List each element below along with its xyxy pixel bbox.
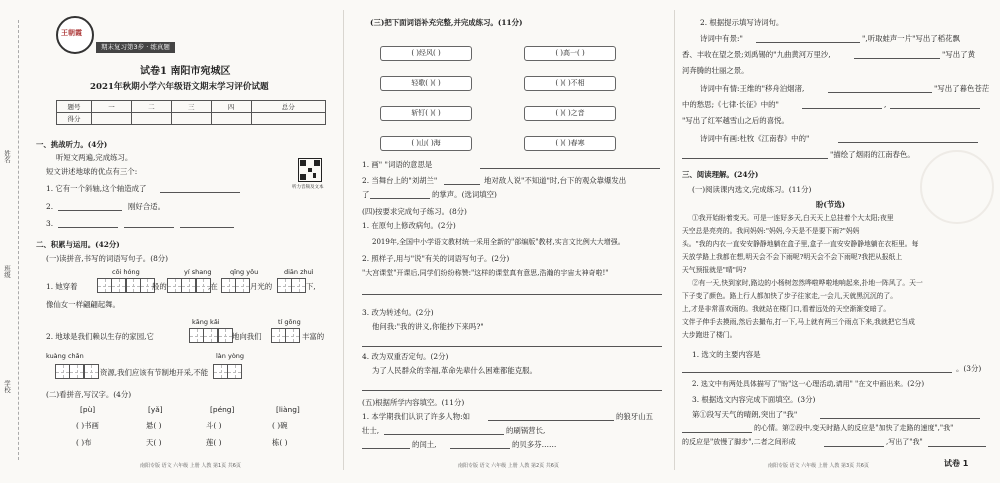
writing-grid[interactable]	[98, 278, 155, 293]
hanzi-fill[interactable]: 斗( )	[206, 421, 222, 430]
s2-line1d: 月光的	[250, 282, 273, 291]
qr-caption: 听力音频及文本	[292, 185, 324, 190]
hanzi-fill[interactable]: ( )布	[76, 438, 92, 447]
article-line: ①我开始盼着变天。可是一连好多天,白天天上总挂着个大太阳;夜里	[692, 214, 894, 222]
pinyin: [yǎ]	[148, 405, 163, 414]
poem-blank[interactable]	[802, 108, 882, 109]
mid-q1-blank[interactable]	[480, 168, 660, 169]
pinyin: làn yòng	[216, 352, 245, 360]
section3-heading: (三)把下面词语补充完整,并完成练习。(11分)	[370, 18, 523, 27]
reading-q3c: 的反应是"放慢了脚步",二者之间形成	[682, 438, 796, 446]
mid-q4-3: 3. 改为转述句。(2分)	[362, 308, 434, 317]
mid-answer-line[interactable]	[362, 390, 662, 391]
idiom-box[interactable]: ( )( )之音	[524, 106, 616, 121]
mid-answer-line[interactable]	[362, 346, 662, 347]
pinyin: cōi hóng	[112, 268, 140, 276]
pinyin: [pù]	[80, 405, 96, 414]
reading-q1-score: 。(3分)	[956, 364, 982, 373]
mid-q5-blank[interactable]	[362, 448, 410, 449]
article-line: ②有一天,快到家时,路边的小杨树忽然哗啦哗啦地响起来,扑地一阵风了。天一	[692, 279, 923, 287]
s2-line2b: 地向我们	[232, 332, 262, 341]
binding-line	[18, 20, 19, 460]
reading-blank[interactable]	[824, 446, 884, 447]
reading-q3: 3. 根据选文内容完成下面填空。(3分)	[692, 395, 816, 404]
page-footer: 南阳专版 语文 六年级 上册 人教 第1页 共6页	[140, 463, 241, 469]
score-table	[56, 100, 326, 125]
paper-subtitle: 2021年秋期小学六年级语文期末学习评价试题	[90, 82, 269, 92]
side-label-class: 班级	[3, 265, 11, 278]
s2-line1c: ,在	[208, 282, 218, 291]
mid-answer-line[interactable]	[362, 294, 662, 295]
page-divider	[343, 10, 344, 470]
score-row-label: 得分	[57, 113, 92, 125]
poem-blank[interactable]	[828, 92, 932, 93]
writing-grid[interactable]	[272, 328, 300, 343]
pinyin: [péng]	[210, 405, 235, 414]
writing-grid[interactable]	[214, 364, 242, 379]
article-line: 天空总是亮亮的。我问妈妈:"妈妈,今天是不是要下雨?"妈妈	[682, 227, 860, 235]
right-r8a: 诗词中有画:杜牧《江南春》中的"	[700, 134, 810, 143]
reading-answer-line[interactable]	[682, 372, 952, 373]
s2-line1b: 般的	[152, 282, 167, 291]
article-line: 头。"我的内衣一直安安静静地躺在盒子里,盒子一直安安静静地躺在衣柜里。每	[682, 240, 919, 248]
idiom-box[interactable]: 轻歌( )( )	[380, 76, 472, 91]
s1-question: 短文讲述地球的优点有三个:	[46, 167, 138, 176]
mid-q4-2: 2. 照样子,用与"说"有关的词语写句子。(2分)	[362, 254, 510, 263]
score-th: 三	[171, 101, 211, 113]
brand-logo	[56, 16, 94, 54]
right-r6a: 中的愁思;《七律·长征》中的"	[682, 100, 779, 109]
mid-q4-2-text: "大宫课堂"开课后,同学们纷纷称赞:"这样的课堂真有意思,浩瀚的宇宙太神奇啦!"	[362, 269, 609, 277]
pinyin: yí shang	[184, 268, 212, 276]
score-th: 二	[131, 101, 171, 113]
article-line: 天气预报就是"晴"吗?	[682, 266, 747, 274]
s1-blank4[interactable]	[124, 227, 174, 228]
s1-item3: 3.	[46, 219, 54, 228]
mid-q2b: 地对敌人说"不知道"时,台下的观众靠爆发出	[484, 176, 627, 185]
section4-heading: (四)按要求完成句子练习。(8分)	[362, 207, 467, 216]
reading-q3d: ,写出了"我"	[886, 438, 923, 446]
article-line: 文伴子伸手去摸雨,然后去撮布,打一下,马上就有两三个雨点下来,我就把它当成	[682, 318, 915, 326]
logo-text: 王朝霞	[61, 29, 82, 37]
mid-q4-3-text: 他问我:"我的讲义,你能抄下来吗?"	[372, 322, 484, 331]
score-th: 一	[92, 101, 132, 113]
hanzi-fill[interactable]: ( )碗	[272, 421, 288, 430]
right-page	[678, 0, 1000, 483]
mid-q5-blank[interactable]	[488, 420, 614, 421]
hanzi-fill[interactable]: 莲( )	[206, 438, 222, 447]
s2-line3a: 资源,我们应该有节制地开采,不能	[100, 368, 209, 377]
pinyin: [liàng]	[276, 405, 300, 414]
mid-q2-blank[interactable]	[444, 184, 480, 185]
idiom-box[interactable]: 斩钉( )( )	[380, 106, 472, 121]
reading-q3a: 第①段写天气的晴朗,突出了"我"	[692, 410, 798, 419]
hanzi-fill[interactable]: ( )书画	[76, 421, 99, 430]
score-cell[interactable]	[131, 113, 171, 125]
score-cell[interactable]	[92, 113, 132, 125]
hanzi-fill[interactable]: 栋( )	[272, 438, 288, 447]
idiom-box[interactable]: ( )高一( )	[524, 46, 616, 61]
mid-q5-blank[interactable]	[384, 434, 504, 435]
reading-blank[interactable]	[682, 432, 752, 433]
side-label-school: 学校	[3, 380, 11, 393]
article-line: 下子变了颜色。路上行人都加快了步子往家走,一会儿,天就黑沉沉的了。	[682, 292, 898, 300]
article-line: 天放学路上我都在想,明天会不会下雨呢?明天会不会下雨呢?我把从报纸上	[682, 253, 903, 261]
s2-line1f: 像仙女一样翩翩起舞。	[46, 300, 120, 309]
poem-blank[interactable]	[682, 158, 828, 159]
idiom-box[interactable]: ( )( )不相	[524, 76, 616, 91]
s1-item2b: 刚好合适。	[128, 202, 165, 211]
writing-grid[interactable]	[190, 328, 233, 343]
score-th: 总分	[251, 101, 326, 113]
article-line: 大步跑进了楼门。	[682, 331, 737, 339]
page-tag: 试卷 1	[944, 459, 969, 468]
page-divider	[674, 10, 675, 470]
poem-blank[interactable]	[838, 142, 978, 143]
s1-blank5[interactable]	[180, 227, 234, 228]
paper-title: 试卷1 南阳市宛城区	[140, 66, 231, 77]
right-r3a: 香、丰收在望之景;刘禹锡的"九曲黄河万里沙,	[682, 50, 831, 59]
s1-item1: 1. 它有一个斜轴,这个轴造成了	[46, 184, 147, 193]
poem-blank[interactable]	[756, 42, 860, 43]
right-r3b: "写出了黄	[942, 50, 975, 59]
idiom-box[interactable]: ( )山( )海	[380, 136, 472, 151]
section2-heading: 二、积累与运用。(42分)	[36, 240, 120, 249]
page-footer: 南阳专版 语文 六年级 上册 人教 第2页 共6页	[458, 463, 559, 469]
watermark-stamp	[920, 150, 994, 224]
s2-sub1: (一)读拼音,书写的词语写句子。(8分)	[46, 254, 169, 263]
writing-grid[interactable]	[168, 278, 211, 293]
writing-grid[interactable]	[278, 278, 306, 293]
mid-q4-1-text: 2019年,全国中小学语文教材统一采用全新的"部编版"教材,实言文比例大大增强。	[372, 238, 625, 246]
mid-q2: 2. 当舞台上的"刘胡兰"	[362, 176, 438, 185]
reading-q3b: 的心情。第②段中,变天时路人的反应是"加快了走路的速度","我"	[754, 424, 954, 432]
pinyin: qīng yōu	[230, 268, 259, 276]
writing-grid[interactable]	[56, 364, 99, 379]
mid-q2c: 了	[362, 190, 370, 199]
pinyin: diān zhuì	[284, 268, 314, 276]
score-cell[interactable]	[251, 113, 326, 125]
hanzi-fill[interactable]: 天( )	[146, 438, 162, 447]
qr-code-icon[interactable]	[298, 158, 322, 182]
score-cell[interactable]	[211, 113, 251, 125]
s1-blank2[interactable]	[58, 210, 122, 211]
reading-heading: 三、阅读理解。(24分)	[682, 170, 759, 179]
reading-blank[interactable]	[820, 418, 980, 419]
mid-q4-4: 4. 改为双重否定句。(2分)	[362, 352, 449, 361]
reading-sub: (一)阅读课内选文,完成练习。(11分)	[692, 185, 812, 194]
mid-q5-1: 1. 本学期我们认识了许多人物:如	[362, 412, 470, 421]
right-r2a: 诗词中有景:"	[700, 34, 743, 43]
section1-heading: 一、挑战听力。(4分)	[36, 140, 108, 149]
mid-q1: 1. 画" "词语的意思是	[362, 160, 433, 169]
idiom-box[interactable]: ( )( )春寒	[524, 136, 616, 151]
hanzi-fill[interactable]: 悬( )	[146, 421, 162, 430]
poem-blank[interactable]	[854, 58, 940, 59]
reading-blank[interactable]	[928, 446, 986, 447]
mid-q5-blank[interactable]	[450, 448, 510, 449]
left-page	[0, 0, 340, 483]
mid-q5-1c: 壮士,	[362, 426, 380, 435]
pinyin: tí gōng	[278, 318, 301, 326]
s2-line2a: 2. 地球是我们赖以生存的家园,它	[46, 332, 154, 341]
score-cell[interactable]	[171, 113, 211, 125]
right-r5b: "写出了暮色苍茫	[934, 84, 990, 93]
s2-sub2: (二)看拼音,写汉字。(4分)	[46, 390, 132, 399]
article-title: 盼(节选)	[816, 200, 846, 209]
score-th: 四	[211, 101, 251, 113]
mid-q4-4-text: 为了人民群众的幸福,革命先辈什么困难都能克服。	[372, 366, 537, 375]
right-r6b: ,	[884, 100, 887, 109]
reading-q1: 1. 选文的主要内容是	[692, 350, 761, 359]
page-footer: 南阳专版 语文 六年级 上册 人教 第3页 共6页	[768, 463, 869, 469]
pinyin: kuàng chǎn	[46, 352, 84, 360]
s2-line1e: 下,	[306, 282, 316, 291]
s1-item2: 2.	[46, 202, 54, 211]
writing-grid[interactable]	[222, 278, 250, 293]
s1-blank1[interactable]	[160, 192, 240, 193]
mid-q5-1d: 的刷锅营长,	[506, 426, 546, 435]
score-th: 题号	[57, 101, 92, 113]
idiom-box[interactable]: ( )经风( )	[380, 46, 472, 61]
mid-q2-blank2[interactable]	[370, 198, 430, 199]
right-r2b: ",听取蛙声一片"写出了稻花飘	[862, 34, 960, 43]
side-label-name: 姓名	[3, 150, 11, 163]
section5-heading: (五)根据所学内容填空。(11分)	[362, 398, 465, 407]
reading-q2: 2. 选文中有两处具体描写了"盼"这一心理活动,请用" "在文中画出来。(2分)	[692, 380, 925, 388]
right-r1: 2. 根据提示填写诗词句。	[700, 18, 784, 27]
mid-q5-1e: 的闰土,	[412, 440, 437, 449]
right-r9: "描绘了烟雨的江南春色。	[830, 150, 915, 159]
banner: 期末复习第3步 · 练真题	[96, 42, 175, 53]
right-r5a: 诗词中有情:王维的"移舟泊烟渚,	[700, 84, 805, 93]
s1-blank3[interactable]	[58, 227, 118, 228]
mid-q5-1f: 的贝多芬……	[512, 440, 557, 449]
s1-intro: 听短文两遍,完成练习。	[56, 153, 133, 162]
s2-line2c: 丰富的	[302, 332, 325, 341]
middle-page	[348, 0, 670, 483]
poem-blank[interactable]	[890, 108, 980, 109]
right-r7: "写出了红军越雪山之后的喜悦。	[682, 116, 789, 125]
right-r4: 河奔腾的壮丽之景。	[682, 66, 749, 75]
mid-q4-1: 1. 在原句上修改病句。(2分)	[362, 221, 456, 230]
s2-line1a: 1. 她穿着	[46, 282, 78, 291]
mid-q5-1b: 的狼牙山五	[616, 412, 653, 421]
pinyin: kāng kǎi	[192, 318, 220, 326]
mid-q2d: 的掌声。(选词填空)	[432, 190, 497, 199]
article-line: 上,才是非常喜欢雨的。我就站在楼门口,看着远处的天空渐渐变暗了。	[682, 305, 891, 313]
